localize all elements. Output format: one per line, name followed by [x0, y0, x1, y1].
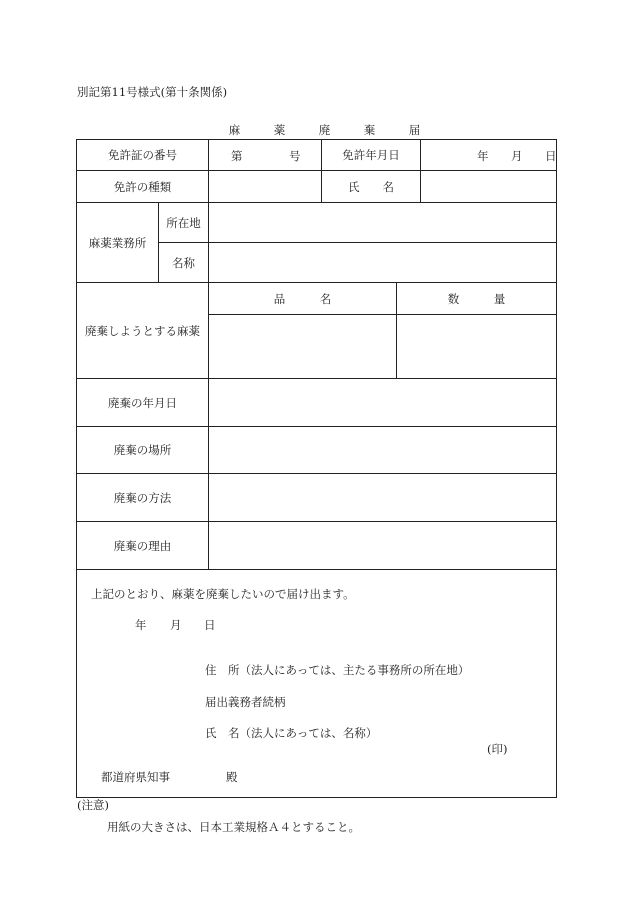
declaration-month-unit: 月 [170, 618, 182, 632]
license-number-label: 免許証の番号 [108, 148, 177, 162]
license-date-day-unit: 日 [545, 149, 557, 163]
disposal-reason-label: 廃棄の理由 [113, 538, 172, 553]
row-divider [76, 569, 557, 570]
name-label: 氏 名 [348, 179, 394, 194]
title-char: 棄 [363, 123, 376, 137]
table-border-bottom [76, 797, 557, 798]
col-divider [420, 139, 421, 203]
license-date-year-unit: 年 [477, 149, 489, 163]
declarant-relation-label: 届出義務者続柄 [205, 695, 286, 709]
table-border-right [556, 139, 557, 798]
form-identifier: 別記第11号様式(第十条関係) [77, 85, 228, 99]
addressee-honorific: 殿 [226, 770, 238, 784]
title-char: 廃 [318, 123, 331, 137]
disposal-place-label: 廃棄の場所 [113, 443, 172, 457]
office-subrow-divider [158, 242, 557, 243]
declarant-address-label: 住 所（法人にあっては、主たる事務所の所在地） [205, 663, 470, 677]
declaration-year-unit: 年 [135, 618, 147, 632]
seal-mark: (印) [487, 742, 508, 756]
license-date-label: 免許年月日 [342, 148, 400, 162]
office-label: 麻薬業務所 [88, 235, 147, 250]
notes-heading: (注意) [77, 798, 109, 812]
title-char: 薬 [273, 123, 286, 137]
title-char: 届 [408, 123, 421, 137]
quantity-header: 数 量 [447, 291, 506, 306]
declaration-statement: 上記のとおり、麻薬を廃棄したいので届け出ます。 [91, 587, 355, 601]
office-name-label: 名称 [172, 255, 195, 270]
disposal-date-label: 廃棄の年月日 [108, 395, 177, 410]
drug-header-divider [208, 314, 557, 315]
col-divider [208, 282, 209, 570]
license-number-dai: 第 [231, 149, 243, 163]
declaration-day-unit: 日 [204, 618, 216, 632]
title-char: 麻 [228, 123, 241, 137]
license-number-go: 号 [289, 149, 301, 163]
product-name-header: 品 名 [273, 291, 332, 306]
license-date-month-unit: 月 [511, 149, 523, 163]
col-divider [208, 139, 209, 203]
drugs-label: 廃棄しようとする麻薬 [85, 323, 200, 338]
license-type-label: 免許の種類 [113, 179, 172, 194]
office-address-label: 所在地 [166, 215, 201, 230]
declarant-name-label: 氏 名（法人にあっては、名称） [205, 726, 378, 740]
notes-body: 用紙の大きさは、日本工業規格Ａ４とすること。 [107, 820, 360, 834]
addressee: 都道府県知事 [101, 770, 170, 784]
form-title [212, 122, 437, 138]
disposal-method-label: 廃棄の方法 [113, 490, 172, 505]
col-divider [208, 202, 209, 283]
